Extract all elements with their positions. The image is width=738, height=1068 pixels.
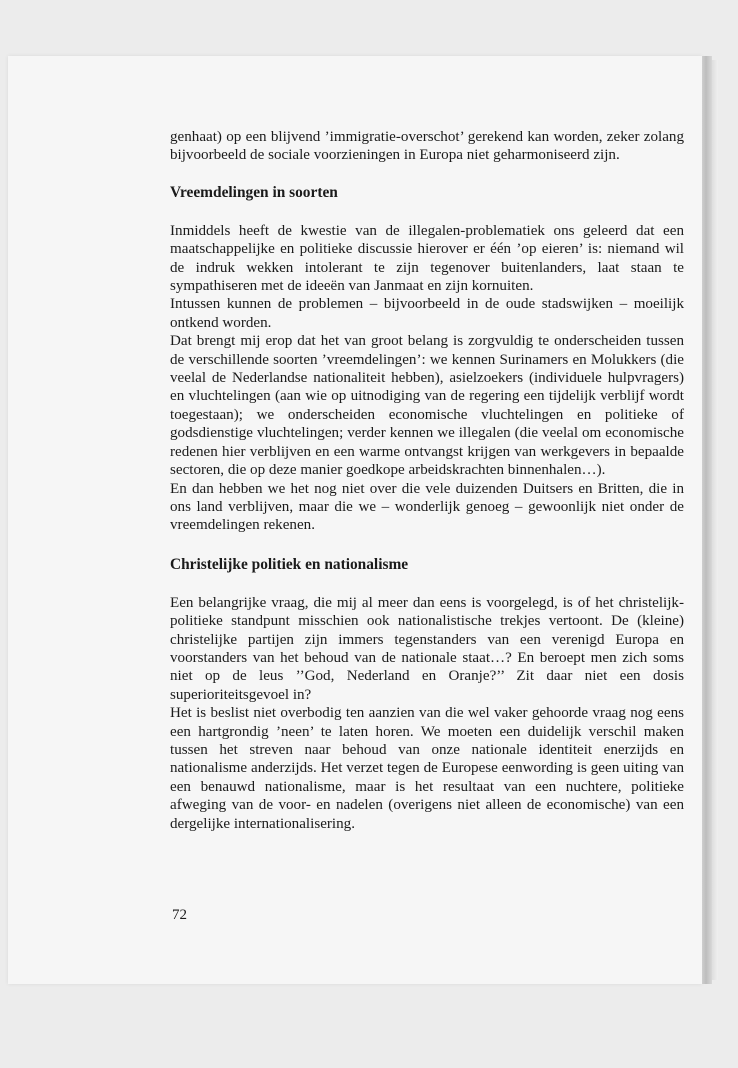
paragraph: Inmiddels heeft de kwestie van de illegalen-problematiek ons geleerd dat een maatschappelijke en politieke discussie hierover er één ’op eieren’ is: niemand wil de indruk wekken intolerant te zijn tegenover buitenlanders, laat staan te sympathiseren met de ideeën van Janmaat en zijn kornuiten. (170, 222, 684, 295)
paragraph: Intussen kunnen de problemen – bijvoorbeeld in de oude stadswijken – moeilijk ontkend worden. (170, 296, 684, 331)
page-stack-edge (702, 56, 712, 984)
paragraph: Een belangrijke vraag, die mij al meer dan eens is voorgelegd, is of het christelijk-politieke standpunt misschien ook nationalistische trekjes vertoont. De (kleine) christelijke partijen zijn immers tegenstanders van een verenigd Europa en voorstanders van het behoud van de nationale staat…? En beroept men zich soms niet op de leus ’’God, Nederland en Oranje?’’ Zit daar niet een dosis superioriteitsgevoel in? (170, 594, 684, 703)
intro-paragraph: genhaat) op een blijvend ’immigratie-overschot’ gerekend kan worden, zeker zolang bijvoorbeeld de sociale voorzieningen in Europa niet geharmoniseerd zijn. (170, 129, 684, 164)
paragraph: En dan hebben we het nog niet over die vele duizenden Duitsers en Britten, die in ons land verblijven, maar die we – wonderlijk genoeg – gewoonlijk niet onder de vreemdelingen rekenen. (170, 480, 684, 534)
page-number: 72 (172, 907, 187, 923)
page-body (170, 128, 684, 833)
paragraph: Dat brengt mij erop dat het van groot belang is zorgvuldig te onderscheiden tussen de verschillende soorten ’vreemdelingen’: we kennen Surinamers en Molukkers (die veelal de Nederlandse nationaliteit hebben), asielzoekers (individuele hulpvragers) en vluchtelingen (aan wie op uitnodiging van de regering een tijdelijk verblijf wordt toegestaan); we onderscheiden economische vluchtelingen en politieke of godsdienstige vluchtelingen; verder kennen we illegalen (die veelal om economische redenen hier verblijven en een warme ontvangst krijgen van werkgevers in bepaalde sectoren, die op deze manier goedkope arbeidskrachten binnenhalen…). (170, 333, 684, 479)
page-stack-edge-outer (712, 60, 718, 980)
section-heading-vreemdelingen: Vreemdelingen in soorten (170, 183, 338, 201)
paragraph: Het is beslist niet overbodig ten aanzien van die wel vaker gehoorde vraag nog eens een hartgrondig ’neen’ te laten horen. We moeten een duidelijk verschil maken tussen het streven naar behoud van onze nationale identiteit enerzijds en nationalisme anderzijds. Het verzet tegen de Europese eenwording is geen uiting van een benauwd nationalisme, maar is het resultaat van een nuchtere, politieke afweging van de voor- en nadelen (overigens niet alleen de economische) van een dergelijke internationalisering. (170, 705, 684, 832)
section-heading-christelijke-politiek: Christelijke politiek en nationalisme (170, 555, 409, 573)
